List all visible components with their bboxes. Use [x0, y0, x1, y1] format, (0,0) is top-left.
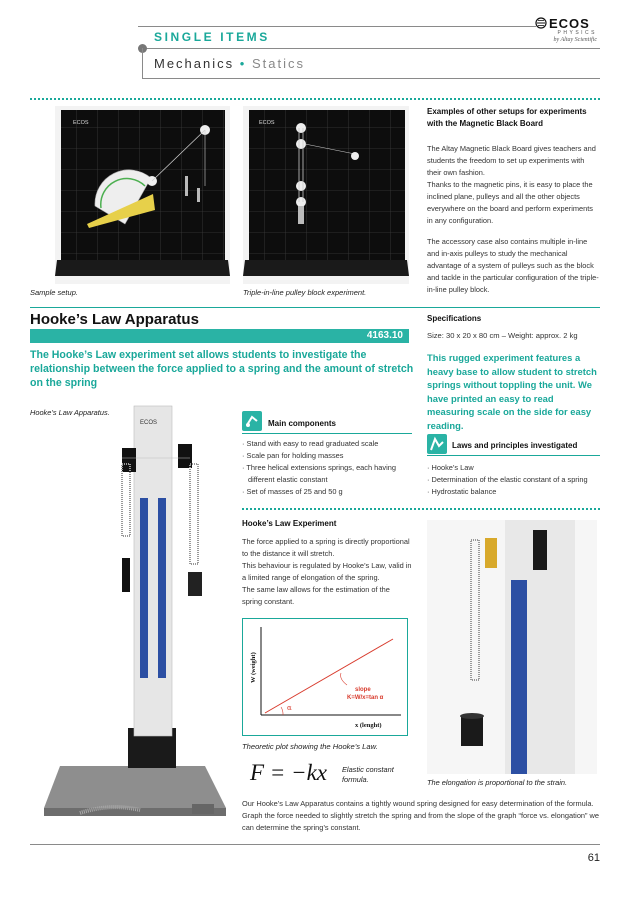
list-item: · Three helical extensions springs, each having different elastic constant	[242, 463, 396, 484]
plot-slope1: slope	[355, 687, 371, 693]
dotted-divider-top	[30, 98, 600, 100]
plot-caption: Theoretic plot showing the Hooke’s Law.	[242, 742, 378, 751]
specifications-heading: Specifications	[427, 314, 482, 323]
experiment-p3: The same law allows for the estimation of the spring constant.	[242, 585, 390, 606]
apparatus-photo	[30, 398, 235, 828]
other-setups-para2: Thanks to the magnetic pins, it is easy to place the inclined plane, pulleys and all the other objects everywhere on the board and perform experiments in any configuration.	[427, 180, 593, 225]
logo-by: by Altay Scientific	[553, 37, 597, 43]
experiment-p1: The force applied to a spring is directly proportional to the distance it will stretch.	[242, 537, 410, 558]
list-item: · Hydrostatic balance	[427, 487, 497, 496]
bottom-paragraph: Our Hooke’s Law Apparatus contains a tightly wound spring designed for easy determination of the formula. Graph the force needed to slightly stretch the spring and from the slope of the graph “force vs. elongation” we can determine the spring’s constant.	[242, 799, 600, 832]
triple-caption: Triple-in-line pulley block experiment.	[243, 288, 367, 297]
formula: F = −kx	[250, 760, 328, 785]
components-title: Main components	[268, 419, 337, 428]
hooke-plot	[242, 618, 408, 736]
pulley-photo	[243, 106, 409, 284]
experiment-p2: This behaviour is regulated by Hooke’s Law, valid in a limited range of elongation of the spring.	[242, 561, 412, 582]
experiment-heading: Hooke’s Law Experiment	[242, 519, 337, 528]
page-number: 61	[587, 852, 600, 864]
product-title: Hooke’s Law Apparatus	[30, 311, 199, 328]
apparatus-caption: Hooke’s Law Apparatus.	[30, 408, 110, 417]
list-item: · Hooke’s Law	[427, 463, 474, 472]
other-setups-heading: Examples of other setups for experiments with the Magnetic Black Board	[427, 107, 587, 128]
footer-rule	[30, 844, 600, 845]
logo-mark-icon	[535, 17, 547, 29]
specifications-text: Size: 30 x 20 x 80 cm – Weight: approx. 2 kg	[427, 331, 578, 340]
breadcrumb-subcategory: Statics	[251, 56, 305, 71]
breadcrumb	[154, 56, 305, 71]
experiment-text	[242, 536, 412, 608]
apparatus-logo: ECOS	[140, 420, 158, 426]
header-rule-top	[138, 26, 536, 27]
header-rule-middle	[142, 48, 600, 49]
elongation-caption: The elongation is proportional to the strain.	[427, 778, 568, 787]
components-rule	[242, 433, 412, 434]
board-logo: ECOS	[73, 120, 89, 126]
other-setups-para3: The accessory case also contains multiple in-line and in-axis pulleys to study the mechanical advantage of a system of pulleys such as the block and tackle in the particular configuration of the triple-in-line pulley block.	[427, 237, 599, 294]
list-item: · Stand with easy to read graduated scale	[242, 439, 379, 448]
dotted-divider-mid	[242, 508, 600, 510]
laws-icon	[427, 434, 447, 454]
product-code: 4163.10	[366, 330, 403, 341]
plot-ylabel: W (weight)	[250, 652, 257, 683]
plot-slope2: K=W/x=tan α	[347, 695, 384, 701]
sample-caption: Sample setup.	[30, 288, 78, 297]
section-rule	[30, 307, 600, 308]
plot-xlabel: x (lenght)	[355, 722, 382, 729]
breadcrumb-category: Mechanics	[154, 56, 235, 71]
magnetic-board-illustration	[55, 106, 230, 284]
list-item: · Scale pan for holding masses	[242, 451, 344, 460]
laws-rule	[427, 455, 600, 456]
list-item: · Set of masses of 25 and 50 g	[242, 487, 343, 496]
laws-list	[427, 462, 602, 498]
product-code-bar	[30, 329, 409, 343]
header-rule-bottom	[142, 78, 600, 79]
header-rule-vertical	[142, 48, 143, 78]
section-label: SINGLE ITEMS	[154, 30, 270, 44]
logo-sub: PHYSICS	[557, 30, 597, 36]
laws-title: Laws and principles investigated	[452, 441, 578, 450]
rugged-highlight: This rugged experiment features a heavy base to allow student to stretch springs without toppling the unit. We have printed an easy to read measuring scale on the side for easy reading.	[427, 352, 597, 431]
plot-alpha: α	[287, 704, 292, 712]
list-item: · Determination of the elastic constant of a spring	[427, 475, 588, 484]
hooke-plot-svg	[243, 619, 407, 735]
breadcrumb-separator: •	[239, 56, 247, 71]
pulley-board-illustration	[243, 106, 409, 284]
components-icon	[242, 411, 262, 431]
formula-label: Elastic constant formula.	[342, 765, 394, 784]
brand-logo	[535, 16, 597, 48]
sample-setup-photo	[55, 106, 230, 284]
other-setups-para1: The Altay Magnetic Black Board gives teachers and students the freedom to set up experiments with their own fashion.	[427, 144, 596, 177]
components-list	[242, 438, 412, 498]
product-intro: The Hooke’s Law experiment set allows students to investigate the relationship between the force applied to a spring and the amount of stretch on the spring	[30, 349, 414, 389]
elongation-photo	[427, 520, 597, 774]
board-logo: ECOS	[259, 120, 275, 126]
logo-word: ECOS	[549, 16, 590, 31]
